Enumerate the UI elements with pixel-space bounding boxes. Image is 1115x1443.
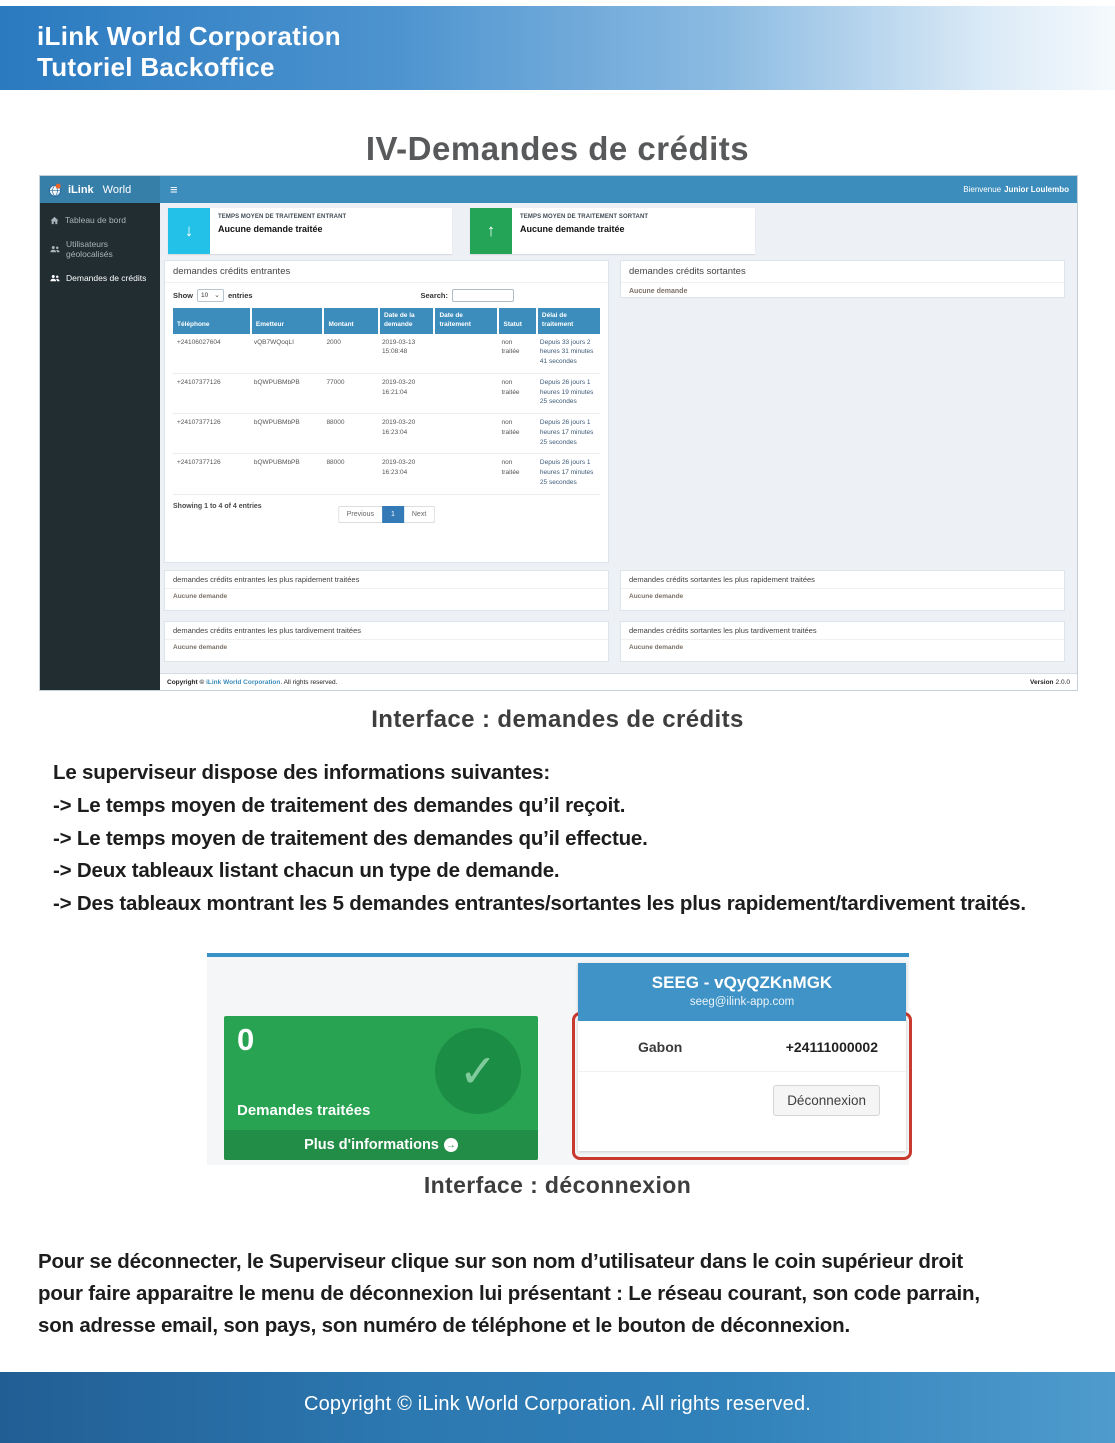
treated-label: Demandes traitées [237, 1102, 371, 1119]
cell-date-traitement [433, 454, 497, 494]
header-subtitle-line: Tutoriel Backoffice [37, 52, 275, 82]
stat-value: Aucune demande traitée [218, 224, 323, 234]
pagination [338, 506, 436, 523]
empty-message: Aucune demande [173, 644, 228, 651]
previous-page-button[interactable]: Previous [338, 506, 382, 523]
globe-logo-icon [48, 183, 62, 197]
cell-emetteur: bQWPUBMbPB [250, 374, 323, 414]
cell-emetteur: bQWPUBMbPB [250, 454, 323, 494]
cell-emetteur: vQB7WQoqLI [250, 334, 323, 374]
copyright-prefix: Copyright © [167, 678, 207, 686]
info-bullet: -> Des tableaux montrant les 5 demandes entrantes/sortantes les plus rapidement/tardivement traités. [53, 892, 1026, 916]
cell-montant: 2000 [322, 334, 378, 374]
cell-statut: non traitée [497, 414, 535, 454]
table-row [173, 374, 600, 414]
search-label: Search: [420, 291, 448, 300]
welcome-label: Bienvenue [963, 185, 1002, 194]
panel-title: demandes crédits sortantes les plus tardivement traitées [621, 622, 1064, 640]
col-date-traitement[interactable]: Date de traitement [433, 308, 497, 334]
cell-statut: non traitée [497, 374, 535, 414]
stat-card-sortant [470, 208, 755, 254]
outro-paragraph: Pour se déconnecter, le Superviseur clique sur son nom d’utilisateur dans le coin supérieur droit pour faire apparaitre le menu de déconnexion lui présentant : Le réseau courant, son code parrain, son adresse email, son pays, son numéro de téléphone et le bouton de déconnexion. [38, 1250, 980, 1337]
cell-delai: Depuis 26 jours 1 heures 19 minutes 25 secondes [536, 374, 600, 414]
cell-date-traitement [433, 374, 497, 414]
cell-date-demande: 2019-03-20 16:23:04 [378, 414, 434, 454]
users-icon [50, 274, 60, 282]
stat-title: TEMPS MOYEN DE TRAITEMENT ENTRANT [218, 214, 347, 220]
table-row [173, 414, 600, 454]
demandes-traitees-card [224, 1016, 538, 1160]
version-value: 2.0.0 [1055, 678, 1070, 686]
entries-label: entries [228, 291, 253, 300]
company-link[interactable]: iLink World Corporation [206, 678, 281, 686]
cell-montant: 88000 [322, 454, 378, 494]
sidebar-item-label: Tableau de bord [65, 215, 126, 225]
sidebar-item-demandes-de-credits[interactable] [40, 266, 160, 290]
user-country: Gabon [638, 1039, 683, 1055]
arrow-circle-right-icon: → [445, 1139, 456, 1151]
cell-telephone: +24107377126 [173, 414, 250, 454]
country-phone-row [578, 1021, 906, 1072]
empty-message: Aucune demande [629, 644, 684, 651]
network-and-code: SEEG - vQyQZKnMGK [651, 973, 833, 992]
copyright-suffix: . All rights reserved. [280, 678, 338, 686]
search-input[interactable] [452, 289, 514, 302]
empty-message: Aucune demande [629, 593, 684, 600]
panel-sortantes-tardivement [620, 621, 1065, 662]
empty-message: Aucune demande [173, 593, 228, 600]
cell-date-demande: 2019-03-13 15:08:48 [378, 334, 434, 374]
info-bullet: -> Deux tableaux listant chacun un type de demande. [53, 859, 560, 883]
treated-count: 0 [237, 1022, 255, 1057]
deconnexion-screenshot [207, 953, 909, 1165]
cell-telephone: +24107377126 [173, 374, 250, 414]
page-title: IV-Demandes de crédits [365, 130, 750, 167]
user-dropdown-menu [578, 963, 906, 1151]
hamburger-menu-icon[interactable]: ≡ [170, 182, 178, 197]
sidebar-item-label: Demandes de crédits [66, 273, 147, 283]
cell-date-traitement [433, 334, 497, 374]
footer-copyright-text: Copyright © iLink World Corporation. All rights reserved. [303, 1393, 812, 1415]
cell-statut: non traitée [497, 454, 535, 494]
cell-delai: Depuis 33 jours 2 heures 31 minutes 41 secondes [536, 334, 600, 374]
brand-name-light: World [102, 183, 132, 196]
table-row [173, 454, 600, 494]
col-telephone[interactable]: Téléphone [173, 308, 250, 334]
stat-card-entrant [168, 208, 452, 254]
check-circle-icon: ✓ [435, 1028, 521, 1114]
cell-date-traitement [433, 414, 497, 454]
arrow-down-icon: ↓ [168, 208, 210, 254]
cell-montant: 77000 [322, 374, 378, 414]
users-icon [50, 245, 60, 253]
more-info-link[interactable] [224, 1130, 538, 1160]
panel-sortantes-rapidement [620, 570, 1065, 611]
sidebar-item-tableau-de-bord[interactable] [40, 208, 160, 232]
next-page-button[interactable]: Next [404, 506, 435, 523]
panel-demandes-entrantes [164, 260, 609, 563]
table-row [173, 334, 600, 374]
col-statut[interactable]: Statut [497, 308, 535, 334]
user-menu[interactable] [963, 176, 1069, 203]
panel-title: demandes crédits entrantes les plus rapidement traitées [165, 571, 608, 589]
cell-telephone: +24106027604 [173, 334, 250, 374]
entries-select-value: 10 [201, 292, 209, 299]
sidebar-item-label: Utilisateurs géolocalisés [66, 239, 113, 259]
panel-title: demandes crédits sortantes les plus rapidement traitées [621, 571, 1064, 589]
screenshot2-caption: Interface : déconnexion [423, 1172, 692, 1198]
document-footer [0, 1372, 1115, 1443]
info-bullet: -> Le temps moyen de traitement des demandes qu’il effectue. [53, 826, 648, 850]
user-name: Junior Loulembo [1004, 185, 1069, 194]
entries-select[interactable]: 10 ⌄ [197, 289, 224, 302]
sidebar-item-utilisateurs-geolocalises[interactable] [40, 232, 160, 266]
info-intro: Le superviseur dispose des informations suivantes: [53, 761, 550, 784]
backoffice-screenshot [40, 176, 1077, 690]
app-sidebar [40, 203, 160, 690]
panel-entrantes-tardivement [164, 621, 609, 662]
brand-name-bold: iLink [68, 183, 94, 196]
header-company-line: iLink World Corporation [37, 21, 341, 51]
info-bullet: -> Le temps moyen de traitement des demandes qu’il reçoit. [53, 793, 626, 817]
col-delai[interactable]: Délai de traitement [536, 308, 600, 334]
cell-delai: Depuis 26 jours 1 heures 17 minutes 25 secondes [536, 414, 600, 454]
cell-telephone: +24107377126 [173, 454, 250, 494]
demandes-entrantes-table [173, 308, 600, 495]
app-brand[interactable] [40, 176, 160, 203]
showing-entries-text: Showing 1 to 4 of 4 entries [173, 502, 262, 510]
user-email: seeg@ilink-app.com [689, 996, 795, 1008]
home-icon [50, 216, 59, 225]
show-label: Show [173, 291, 193, 300]
table-controls [165, 283, 608, 306]
panel-title: demandes crédits entrantes les plus tardivement traitées [165, 622, 608, 640]
cell-date-demande: 2019-03-20 16:23:04 [378, 454, 434, 494]
version-label: Version [1030, 678, 1054, 686]
cell-montant: 88000 [322, 414, 378, 454]
page-1-button[interactable]: 1 [382, 506, 404, 523]
col-date-demande[interactable]: Date de la demande [378, 308, 434, 334]
col-montant[interactable]: Montant [322, 308, 378, 334]
panel-title: demandes crédits entrantes [165, 261, 608, 283]
dropdown-header [578, 963, 906, 1021]
panel-demandes-sortantes [620, 260, 1065, 298]
logout-button[interactable]: Déconnexion [773, 1085, 880, 1116]
col-emetteur[interactable]: Emetteur [250, 308, 323, 334]
stat-value: Aucune demande traitée [520, 224, 625, 234]
app-footer [160, 673, 1077, 690]
cell-date-demande: 2019-03-20 16:21:04 [378, 374, 434, 414]
empty-message: Aucune demande [629, 288, 688, 295]
app-content [160, 203, 1077, 690]
cell-emetteur: bQWPUBMbPB [250, 414, 323, 454]
panel-entrantes-rapidement [164, 570, 609, 611]
stat-title: TEMPS MOYEN DE TRAITEMENT SORTANT [520, 214, 649, 220]
app-topbar [40, 176, 1077, 203]
user-phone: +24111000002 [785, 1039, 878, 1055]
arrow-up-icon: ↑ [470, 208, 512, 254]
info-block [53, 757, 1058, 921]
cell-delai: Depuis 26 jours 1 heures 17 minutes 25 secondes [536, 454, 600, 494]
document-header [0, 6, 1115, 90]
more-info-label: Plus d'informations [304, 1137, 439, 1153]
screenshot1-caption: Interface : demandes de crédits [371, 706, 744, 733]
cell-statut: non traitée [497, 334, 535, 374]
panel-title: demandes crédits sortantes [621, 261, 1064, 283]
